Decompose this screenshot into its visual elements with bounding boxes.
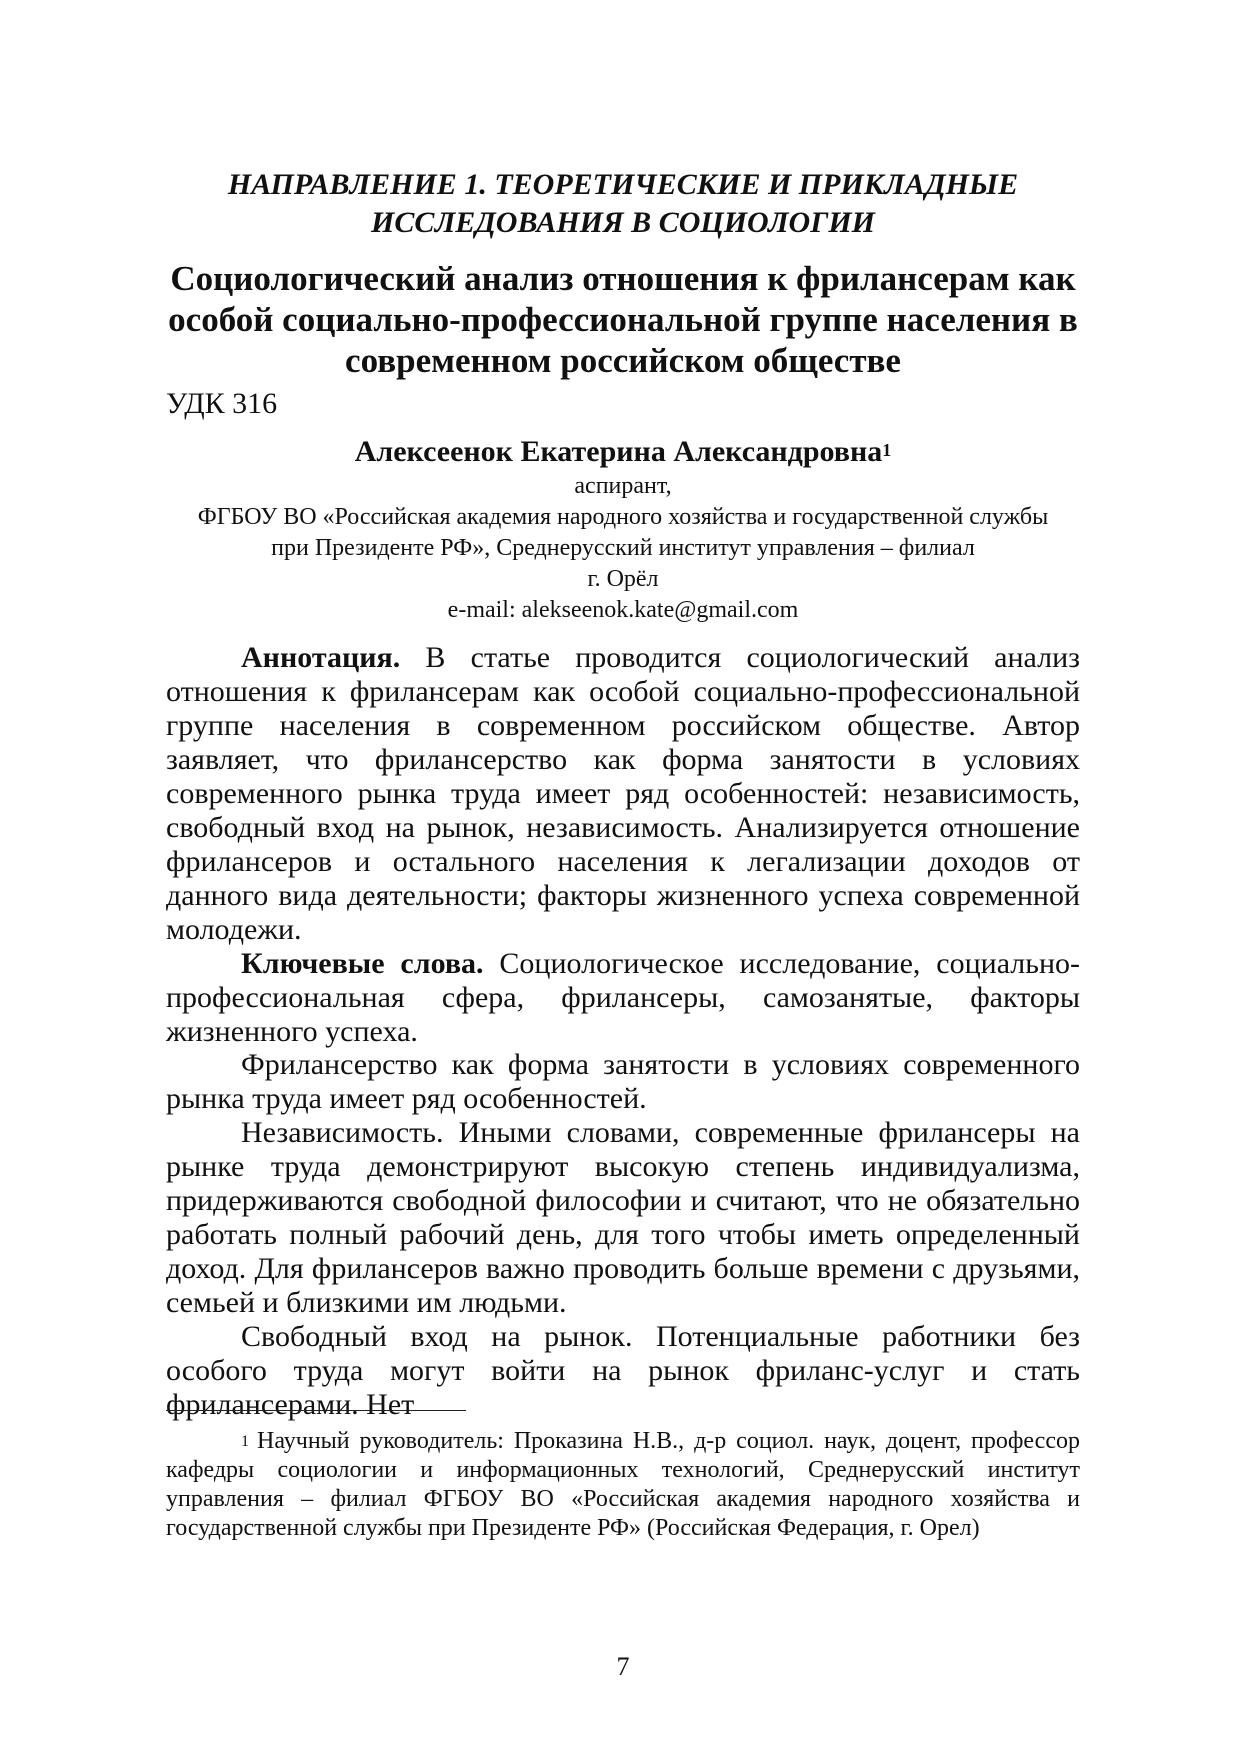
page-number: 7	[616, 1652, 630, 1681]
annotation-label: Аннотация.	[241, 641, 401, 674]
author-email: e-mail: alekseenok.kate@gmail.com	[447, 597, 799, 623]
body-paragraph-1: Фрилансерство как форма занятости в условиях современного рынка труда имеет ряд особенностей.	[166, 1048, 1080, 1115]
article-title-line-3: современном российском обществе	[345, 341, 901, 380]
annotation-text: В статье проводится социологический анализ отношения к фрилансерам как особой социально-профессиональной группе населения в современном российском обществе. Автор заявляет, что фрилансерство как форма занятости в условиях современного рынка труда имеет ряд особенностей: независимость, свободный вход на рынок, независимость. Анализируется отношение фрилансеров и остального населения к легализации доходов от данного вида деятельности; факторы жизненного успеха современной молодежи.	[166, 641, 1080, 946]
body-text	[166, 1048, 1080, 1422]
body-paragraph-2: Независимость. Иными словами, современные фрилансеры на рынке труда демонстрируют высокую степень индивидуализма, придерживаются свободной философии и считают, что не обязательно работать полный рабочий день, для того чтобы иметь определенный доход. Для фрилансеров важно проводить больше времени с друзьями, семьей и близкими им людьми.	[166, 1116, 1080, 1319]
article-title-line-2: особой социально-профессиональной группе населения в	[168, 300, 1078, 339]
udk-code: УДК 316	[166, 387, 278, 420]
footnote	[166, 1427, 1080, 1543]
footnote-text: Научный руководитель: Проказина Н.В., д-р социол. наук, доцент, профессор кафедры социологии и информационных технологий, Среднерусский институт управления – филиал ФГБОУ ВО «Российская академия народного хозяйства и государственной службы при Президенте РФ» (Российская Федерация, г. Орел)	[166, 1428, 1080, 1541]
author-footnote-marker: 1	[882, 440, 892, 460]
section-heading	[166, 166, 1080, 242]
abstract-section	[166, 641, 1080, 1049]
footnote-marker: 1	[241, 1433, 249, 1450]
section-heading-line-1: НАПРАВЛЕНИЕ 1. ТЕОРЕТИЧЕСКИЕ И ПРИКЛАДНЫЕ	[227, 168, 1019, 201]
keywords-paragraph	[166, 947, 1080, 1049]
affiliation-line-2: при Президенте РФ», Среднерусский институт управления – филиал	[271, 535, 975, 561]
author-city: г. Орёл	[587, 566, 659, 592]
body-paragraph-3: Свободный вход на рынок. Потенциальные работники без особого труда могут войти на рынок фриланс-услуг и стать фрилансерами. Нет	[166, 1320, 1080, 1421]
author-block	[166, 433, 1080, 626]
author-name	[166, 433, 1080, 471]
author-position: аспирант,	[574, 473, 672, 499]
author-name-text: Алексеенок Екатерина Александровна	[354, 435, 883, 468]
section-heading-line-2: ИССЛЕДОВАНИЯ В СОЦИОЛОГИИ	[371, 206, 875, 239]
footnote-divider	[166, 1410, 466, 1411]
affiliation-line-1: ФГБОУ ВО «Российская академия народного хозяйства и государственной службы	[197, 504, 1049, 530]
annotation-paragraph	[166, 641, 1080, 947]
keywords-text: Социологическое исследование, социально-профессиональная сфера, фрилансеры, самозанятые, факторы жизненного успеха.	[166, 947, 1080, 1048]
document-page	[166, 0, 1080, 1754]
keywords-label: Ключевые слова.	[241, 947, 484, 980]
article-title-line-1: Социологический анализ отношения к фрилансерам как	[170, 259, 1076, 298]
article-title	[166, 258, 1080, 381]
